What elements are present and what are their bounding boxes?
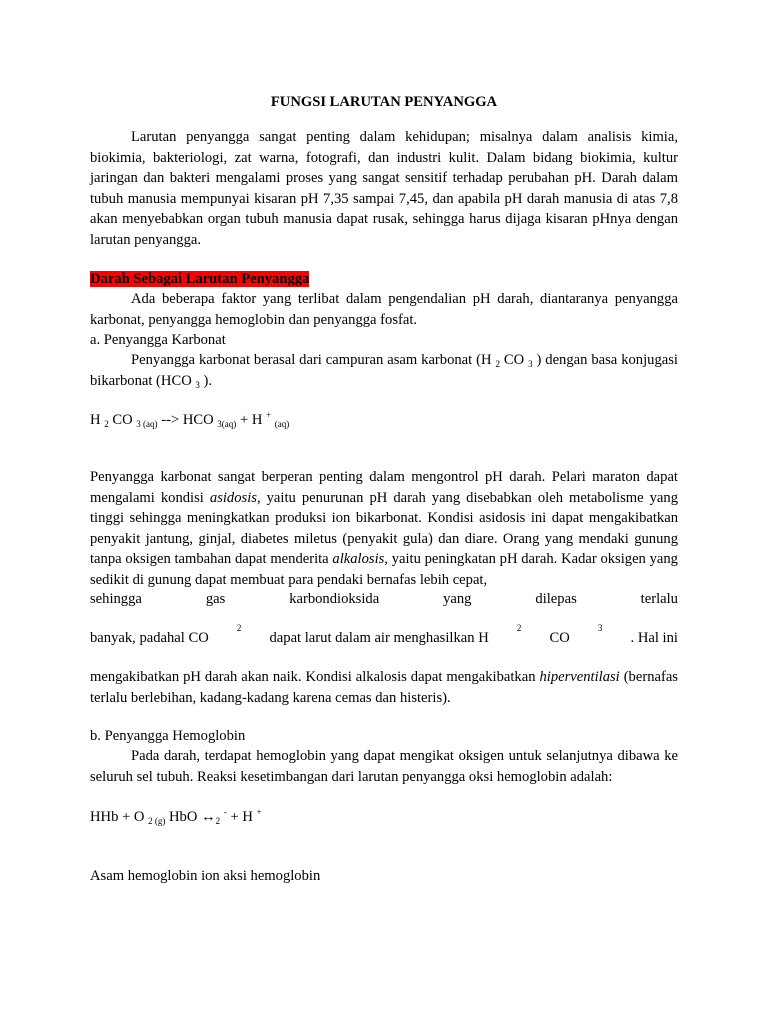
spread-line: sehingga gas karbondioksida yang dilepas terlalu: [90, 591, 678, 607]
hemoglobin-heading: b. Penyangga Hemoglobin: [90, 728, 246, 744]
hiperventilasi-term: hiperventilasi: [539, 669, 620, 685]
alkalosis-term: alkalosis: [332, 551, 385, 567]
alkalosis-paragraph: mengakibatkan pH darah akan naik. Kondisi alkalosis dapat mengakibatkan hiperventilasi (bernafas terlalu berlebihan, kadang-kadang karena cemas dan histeris).: [90, 669, 678, 706]
section-heading: [90, 269, 678, 290]
equilibrium-arrow-icon: ↔: [201, 809, 216, 825]
co2-line: banyak, padahal CO 2 dapat larut dalam air menghasilkan H 2 CO 3 . Hal ini: [90, 623, 678, 646]
karbonat-equation: H $_2$ CO $_{3 (aq)}$ --> HCO $_{3(aq)}$ + H + $_{(aq)}$: [90, 410, 290, 429]
karbonat-paragraph: Penyangga karbonat berasal dari campuran asam karbonat (H $_2$ CO $_3$ ) dengan basa konjugasi bikarbonat (HCO $_3$ ).: [90, 352, 678, 390]
hemoglobin-paragraph: Pada darah, terdapat hemoglobin yang dapat mengikat oksigen untuk selanjutnya dibawa ke seluruh sel tubuh. Reaksi kesetimbangan dari larutan penyangga oksi hemoglobin adalah:: [90, 748, 678, 785]
karbonat-explanation-paragraph: Penyangga karbonat sangat berperan penting dalam mengontrol pH darah. Pelari maraton dapat mengalami kondisi asidosis, yaitu penurunan pH darah yang disebabkan oleh metabolisme yang tinggi sehingga meningkatkan produksi ion bikarbonat. Kondisi asidosis ini dapat mengakibatkan penyakit jantung, ginjal, diabetes miletus (penyakit gula) dan diare. Orang yang mendaki gunung tanpa oksigen tambahan dapat menderita alkalosis, yaitu peningkatan pH darah. Kadar oksigen yang sedikit di gunung dapat membuat para pendaki bernafas lebih cepat,: [90, 469, 678, 588]
highlighted-heading: Darah Sebagai Larutan Penyangga: [90, 271, 310, 287]
section-intro-paragraph: Ada beberapa faktor yang terlibat dalam pengendalian pH darah, diantaranya penyangga karbonat, penyangga hemoglobin dan penyangga fosfat.: [90, 291, 678, 328]
hemoglobin-caption: Asam hemoglobin ion aksi hemoglobin: [90, 868, 321, 884]
hemoglobin-equation: HHb + O $_{2 (g)}$ HbO $\leftrightarrow_2$ - + H +: [90, 807, 262, 826]
page-title: FUNGSI LARUTAN PENYANGGA: [270, 94, 498, 110]
intro-paragraph: Larutan penyangga sangat penting dalam kehidupan; misalnya dalam analisis kimia, biokimia, bakteriologi, zat warna, fotografi, dan industri kulit. Dalam bidang biokimia, kultur jaringan dan bakteri mengalami proses yang sangat sensitif terhadap perubahan pH. Darah dalam tubuh manusia mempunyai kisaran pH 7,35 sampai 7,45, dan apabila pH darah manusia di atas 7,8 akan menyebabkan organ tubuh manusia dapat rusak, sehingga harus dijaga kisaran pHnya dengan larutan penyangga.: [90, 129, 678, 248]
asidosis-term: asidosis: [209, 489, 257, 506]
karbonat-heading: a. Penyangga Karbonat: [90, 332, 226, 348]
